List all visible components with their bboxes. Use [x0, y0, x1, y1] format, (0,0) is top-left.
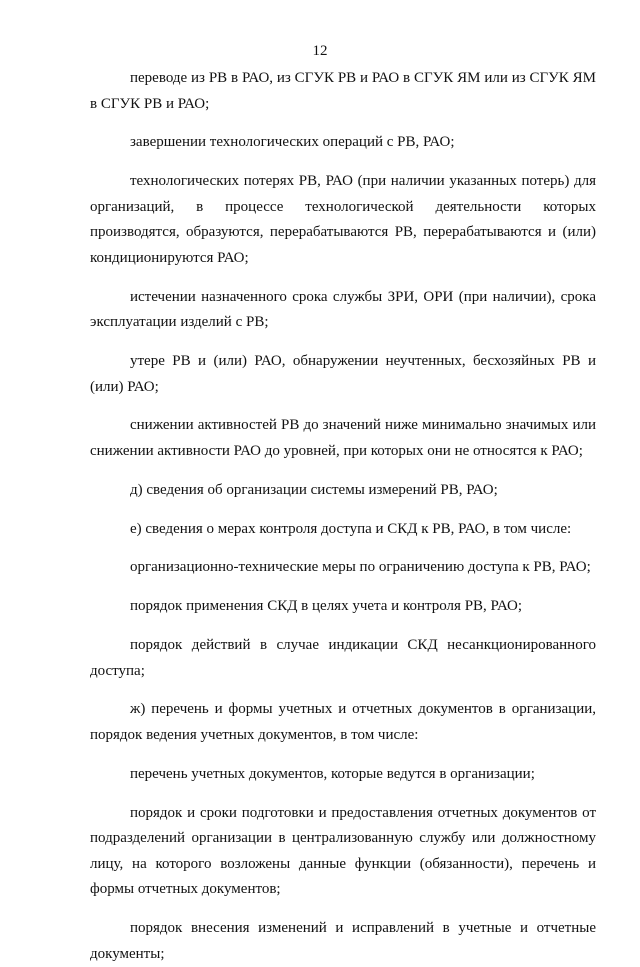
paragraph: переводе из РВ в РАО, из СГУК РВ и РАО в СГУК ЯМ или из СГУК ЯМ в СГУК РВ и РАО; — [90, 70, 596, 112]
paragraph: утере РВ и (или) РАО, обнаружении неучтенных, бесхозяйных РВ и (или) РАО; — [90, 353, 596, 395]
paragraph: порядок и сроки подготовки и предоставления отчетных документов от подразделений организации в централизованную службу или должностному лицу, на которого возложены данные функции (обязанности), перечень и формы отчетных документов; — [90, 804, 596, 898]
paragraph: порядок применения СКД в целях учета и контроля РВ, РАО; — [130, 598, 523, 615]
paragraph: ж) перечень и формы учетных и отчетных документов в организации, порядок ведения учетных документов, в том числе: — [90, 701, 596, 743]
paragraph: снижении активностей РВ до значений ниже минимально значимых или снижении активности РАО до уровней, при которых они не относятся к РАО; — [90, 417, 596, 460]
paragraph: истечении назначенного срока службы ЗРИ, ОРИ (при наличии), срока эксплуатации изделий с РВ; — [90, 288, 596, 331]
paragraph: перечень учетных документов, которые ведутся в организации; — [130, 765, 535, 782]
paragraph: порядок действий в случае индикации СКД несанкционированного доступа; — [90, 636, 596, 679]
paragraph: порядок внесения изменений и исправлений в учетные и отчетные документы; — [90, 920, 596, 962]
paragraph: завершении технологических операций с РВ, РАО; — [130, 134, 455, 151]
paragraph: д) сведения об организации системы измерений РВ, РАО; — [130, 481, 498, 498]
paragraph: е) сведения о мерах контроля доступа и СКД к РВ, РАО, в том числе: — [130, 520, 572, 537]
document-body — [90, 66, 596, 967]
page-number: 12 — [312, 43, 328, 59]
paragraph: организационно-технические меры по ограничению доступа к РВ, РАО; — [130, 559, 591, 576]
paragraph: технологических потерях РВ, РАО (при наличии указанных потерь) для организаций, в процессе технологической деятельности которых производятся, образуются, перерабатываются РВ, перерабатываются и (или) кондиционируются РАО; — [90, 173, 596, 266]
